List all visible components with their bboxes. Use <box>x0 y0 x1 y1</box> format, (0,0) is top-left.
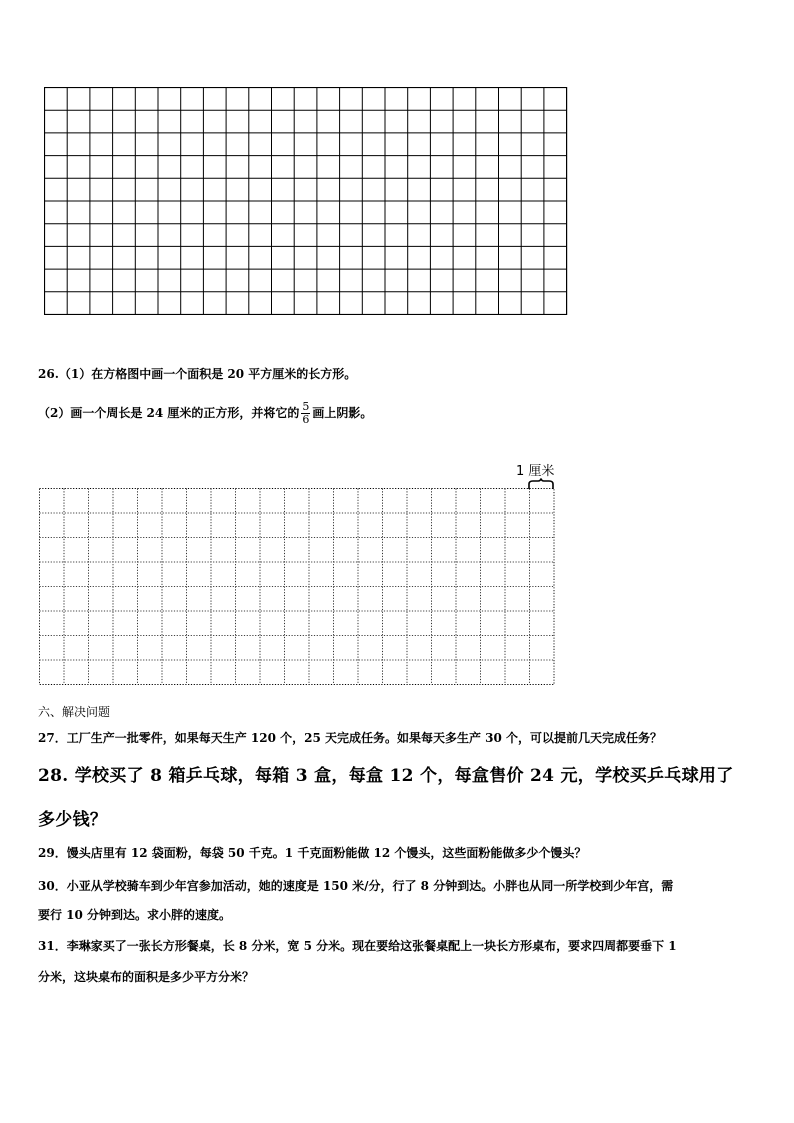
q26-part2-after: 画上阴影。 <box>312 406 373 420</box>
fraction-numerator: 5 <box>302 400 310 413</box>
q26-part2-before: （2）画一个周长是 24 厘米的正方形，并将它的 <box>38 406 300 420</box>
fraction-denominator: 6 <box>302 413 310 426</box>
q27: 27．工厂生产一批零件，如果每天生产 120 个，25 天完成任务。如果每天多生产 30 个，可以提前几天完成任务？ <box>38 731 663 745</box>
fraction-five-sixths <box>301 401 310 426</box>
q26-part2 <box>38 401 372 426</box>
q28-line1: 28. 学校买了 8 箱乒乓球，每箱 3 盒，每盒 12 个，每盒售价 24 元，学校买乒乓球用了 <box>38 766 734 786</box>
q29: 29．馒头店里有 12 袋面粉，每袋 50 千克。1 千克面粉能做 12 个馒头，这些面粉能做多少个馒头？ <box>38 846 587 860</box>
q31-line2: 分米，这块桌布的面积是多少平方分米？ <box>38 970 255 984</box>
dotted-grid-1cm <box>39 488 555 688</box>
square-grid-top <box>44 87 568 315</box>
q28-line2: 多少钱？ <box>38 810 108 830</box>
unit-label: 1 厘米 <box>516 464 555 479</box>
q31-line1: 31．李琳家买了一张长方形餐桌，长 8 分米，宽 5 分米。现在要给这张餐桌配上一块长方形桌布，要求四周都要垂下 1 <box>38 939 677 953</box>
q30-line2: 要行 10 分钟到达。求小胖的速度。 <box>38 908 232 922</box>
q30-line1: 30．小亚从学校骑车到少年宫参加活动，她的速度是 150 米/分，行了 8 分钟到达。小胖也从同一所学校到少年宫，需 <box>38 879 674 893</box>
section-six-heading: 六、解决问题 <box>38 705 111 719</box>
q26-part1: 26.（1）在方格图中画一个面积是 20 平方厘米的长方形。 <box>38 367 357 381</box>
